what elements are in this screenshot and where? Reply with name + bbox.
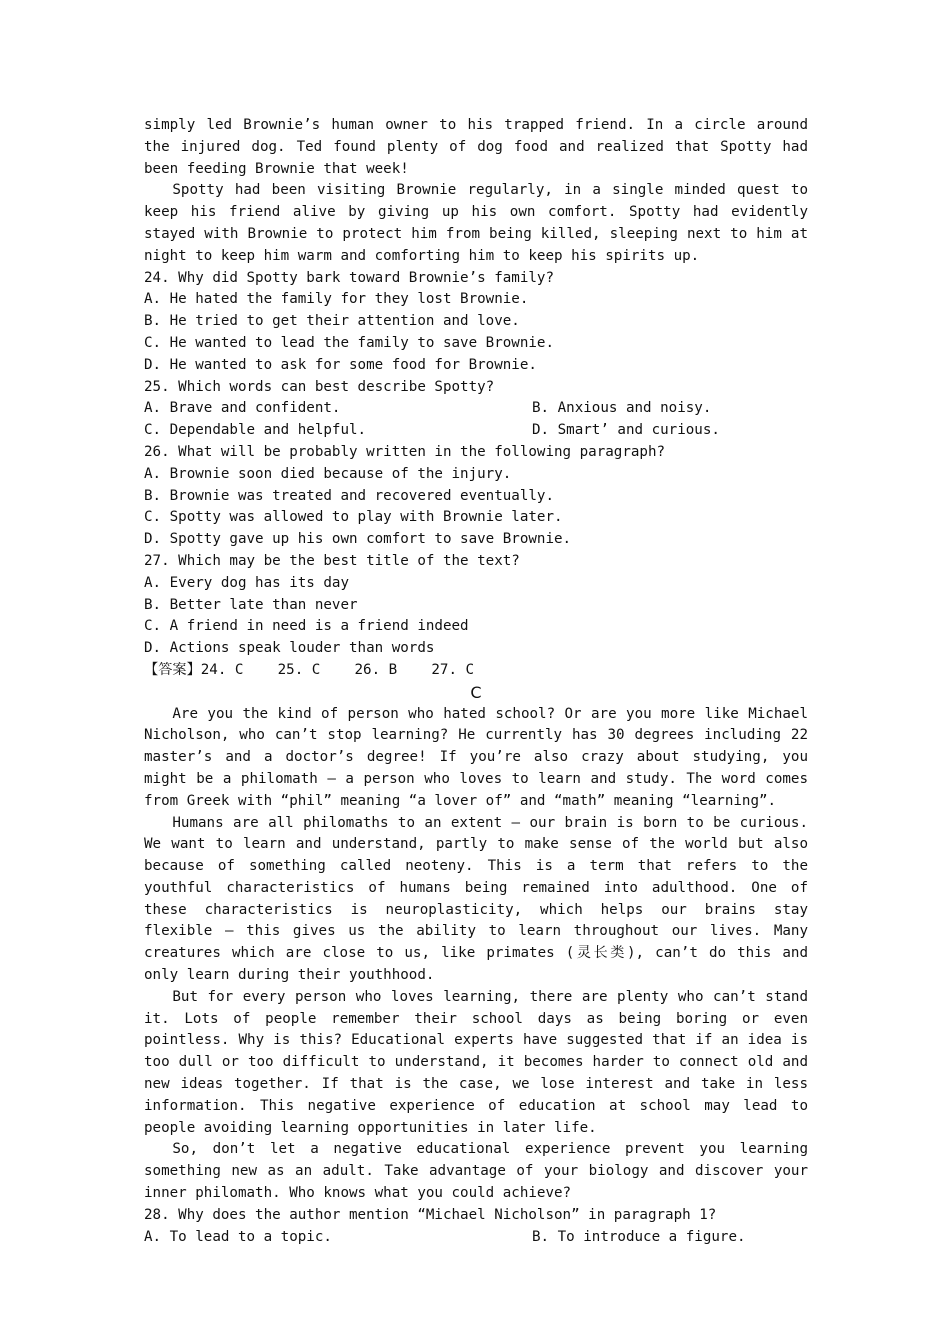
question-25-option-a: A. Brave and confident. [144,400,341,417]
question-26-option-b: B. Brownie was treated and recovered eventually. [144,487,554,504]
question-25-option-c: C. Dependable and helpful. [144,422,367,439]
section-letter: C [470,682,482,702]
question-26-option-a: A. Brownie soon died because of the injury. [144,465,512,482]
question-27-stem: 27. Which may be the best title of the text? [144,552,520,569]
question-28-options-row-1 [144,1227,808,1249]
passage-b-paragraph: simply led Brownie’s human owner to his trapped friend. In a circle around the injured dog. Ted found plenty of dog food and realized that Spotty had been feeding Brownie that week! [144,117,808,177]
question-25-options-row-1 [144,398,808,420]
question-24-option-a: A. He hated the family for they lost Brownie. [144,291,529,308]
passage-c-paragraph: So, don’t let a negative educational experience prevent you learning something new as an adult. Take advantage of your biology and discover your inner philomath. Who knows what you could achieve? [144,1141,808,1202]
question-24-stem: 24. Why did Spotty bark toward Brownie’s family? [144,269,554,286]
passage-c-paragraph: Are you the kind of person who hated school? Or are you more like Michael Nicholson, who can’t stop learning? He currently has 30 degrees including 22 master’s and a doctor’s degree! If you’re also crazy about studying, you might be a philomath — a person who loves to learn and study. The word comes from Greek with “phil” meaning “a lover of” and “math” meaning “learning”. [144,705,808,809]
question-25-options-row-2 [144,420,808,442]
passage-c-paragraph: But for every person who loves learning, there are plenty who can’t stand it. Lots of people remember their school days as being boring or even pointless. Why is this? Educational experts have suggested that if an idea is too dull or too difficult to understand, it becomes harder to connect old and new ideas together. If that is the case, we lose interest and take in less information. This negative experience of education at school may lead to people avoiding learning opportunities in later life. [144,988,808,1136]
document-page [144,115,808,1248]
question-26-option-c: C. Spotty was allowed to play with Brownie later. [144,509,563,526]
question-28-option-a: A. To lead to a topic. [144,1228,332,1245]
question-25-option-d: D. Smart’ and curious. [532,422,720,439]
question-25-option-b: B. Anxious and noisy. [532,400,712,417]
question-27-option-c: C. A friend in need is a friend indeed [144,618,469,635]
question-24-option-c: C. He wanted to lead the family to save Brownie. [144,334,554,351]
answer-key: 【答案】24. C 25. C 26. B 27. C [144,661,475,678]
question-24-option-d: D. He wanted to ask for some food for Brownie. [144,356,537,373]
question-25-stem: 25. Which words can best describe Spotty? [144,378,495,395]
question-26-option-d: D. Spotty gave up his own comfort to save Brownie. [144,531,572,548]
question-27-option-b: B. Better late than never [144,596,358,613]
question-28-stem: 28. Why does the author mention “Michael Nicholson” in paragraph 1? [144,1206,717,1223]
question-24-option-b: B. He tried to get their attention and love. [144,313,520,330]
question-27-option-d: D. Actions speak louder than words [144,640,435,657]
question-27-option-a: A. Every dog has its day [144,574,349,591]
passage-c-paragraph: Humans are all philomaths to an extent — our brain is born to be curious. We want to learn and understand, partly to make sense of the world but also because of something called neoteny. This is a term that refers to the youthful characteristics of humans being remained into adulthood. One of these characteristics is neuroplasticity, which helps our brains stay flexible — this gives us the ability to learn throughout our lives. Many creatures which are close to us, like primates (灵长类), can’t do this and only learn during their youthhood. [144,814,808,984]
question-26-stem: 26. What will be probably written in the following paragraph? [144,443,666,460]
passage-b-paragraph: Spotty had been visiting Brownie regularly, in a single minded quest to keep his friend alive by giving up his own comfort. Spotty had evidently stayed with Brownie to protect him from being killed, sleeping next to him at night to keep him warm and comforting him to keep his spirits up. [144,182,808,264]
question-28-option-b: B. To introduce a figure. [532,1228,746,1245]
